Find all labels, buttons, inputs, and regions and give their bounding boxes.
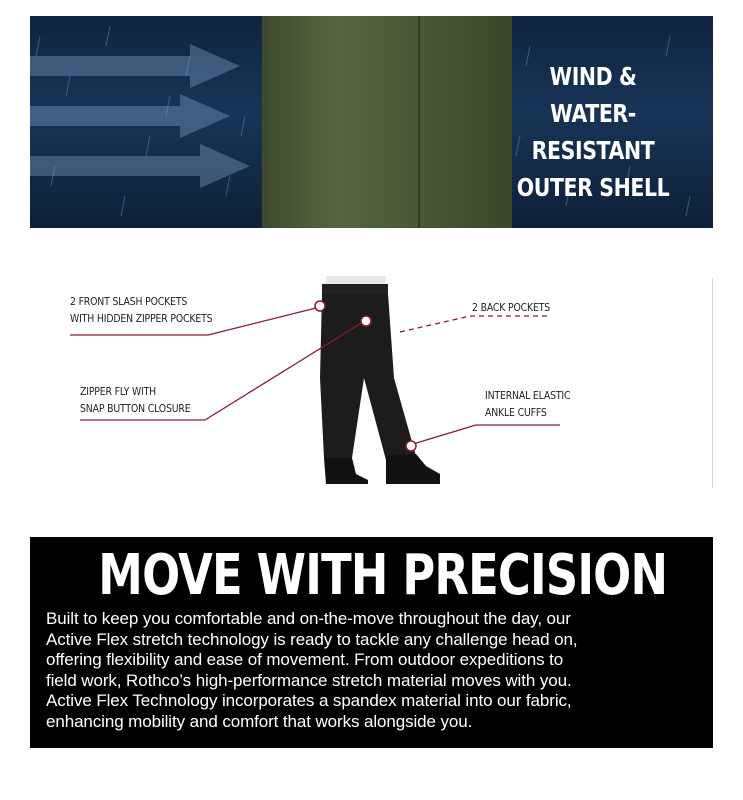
marker-front-pockets: [315, 301, 325, 311]
marker-ankle-cuffs: [406, 441, 416, 451]
precision-title: MOVE WITH PRECISION: [98, 543, 668, 608]
callout-line: SNAP BUTTON CLOSURE: [80, 402, 191, 415]
callout-line: WITH HIDDEN ZIPPER POCKETS: [70, 312, 213, 325]
wind-arrows: [30, 44, 250, 188]
marker-zipper-fly: [361, 316, 371, 326]
callout-ankle-cuffs: [485, 387, 570, 421]
banner-title-line: WIND &: [549, 62, 637, 91]
water-resistant-banner: [30, 16, 713, 228]
body-line: Built to keep you comfortable and on-the-move throughout the day, our: [46, 609, 571, 628]
banner-title-line: WATER-RESISTANT: [531, 99, 655, 165]
precision-section: [30, 537, 713, 748]
right-boot: [386, 454, 440, 484]
body-line: enhancing mobility and comfort that works alongside you.: [46, 711, 473, 731]
callout-line: 2 BACK POCKETS: [472, 301, 551, 314]
callout-line: ZIPPER FLY WITH: [80, 385, 157, 398]
callout-front-pockets: [70, 293, 212, 327]
callout-line: ANKLE CUFFS: [485, 406, 547, 419]
callout-line: 2 FRONT SLASH POCKETS: [70, 295, 188, 308]
callout-back-pockets: [472, 299, 550, 316]
body-line: Active Flex Technology incorporates a spandex material into our fabric,: [46, 691, 572, 710]
body-line: Active Flex stretch technology is ready to tackle any challenge head on,: [46, 629, 578, 649]
callout-line: INTERNAL ELASTIC: [485, 389, 571, 402]
leader-ankle: [413, 425, 476, 444]
body-line: field work, Rothco’s high-performance stretch material moves with you.: [46, 670, 572, 690]
precision-body: [46, 609, 716, 732]
left-boot: [324, 458, 368, 484]
olive-pant-leg-image: [262, 16, 512, 228]
callout-zipper-fly: [80, 383, 191, 417]
diagram-right-border: [712, 278, 713, 488]
leader-front-pockets: [208, 308, 316, 335]
banner-title: [503, 58, 683, 206]
banner-title-line: OUTER SHELL: [516, 173, 670, 202]
leader-back-pockets: [400, 316, 470, 332]
pant-seam: [418, 16, 420, 228]
body-line: offering flexibility and ease of movement. From outdoor expeditions to: [46, 650, 564, 669]
features-diagram: [30, 268, 713, 490]
